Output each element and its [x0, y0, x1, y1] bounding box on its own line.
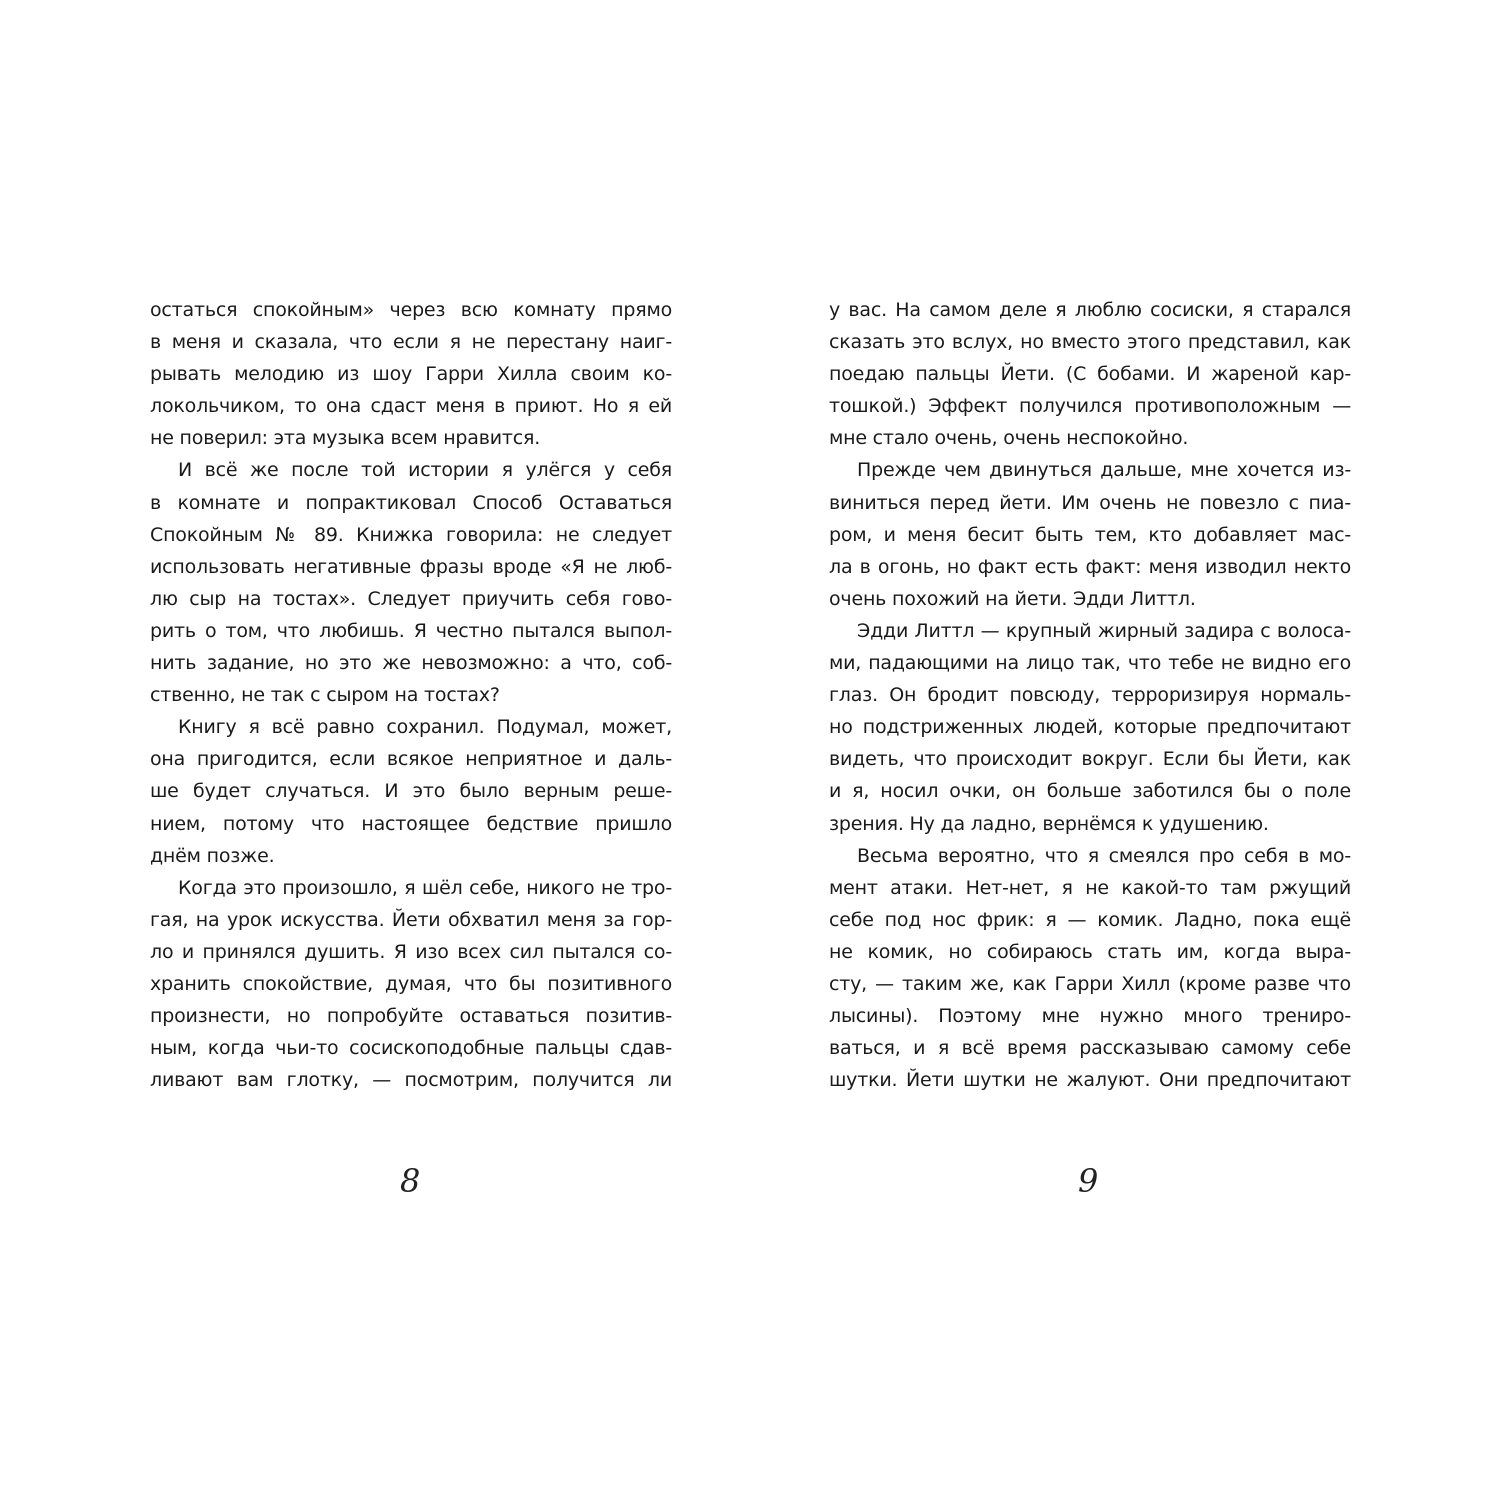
- text-line: мент атаки. Нет-нет, я не какой-то там ржущий: [829, 876, 1351, 899]
- text-line: И всё же после той истории я улёгся у себя: [178, 459, 672, 482]
- text-line: мне стало очень, очень неспокойно.: [829, 427, 1189, 450]
- text-line: ливают вам глотку, — посмотрим, получится ли: [150, 1069, 672, 1092]
- text-line: ла в огонь, но факт есть факт: меня изводил некто: [829, 555, 1351, 578]
- text-line: себе под нос фрик: я — комик. Ладно, пока ещё: [829, 908, 1351, 931]
- text-line: локольчиком, то она сдаст меня в приют. Но я ей: [150, 395, 672, 418]
- text-line: гая, на урок искусства. Йети обхватил меня за гор-: [150, 908, 672, 931]
- text-line: она пригодится, если всякое неприятное и даль-: [150, 748, 672, 771]
- text-line: использовать негативные фразы вроде «Я не люб-: [150, 555, 672, 578]
- text-line: ло и принялся душить. Я изо всех сил пытался со-: [150, 940, 672, 963]
- text-line: видеть, что происходит вокруг. Если бы Йети, как: [829, 748, 1351, 771]
- text-line: не комик, но собираюсь стать им, когда выра-: [829, 940, 1351, 963]
- text-line: очень похожий на йети. Эдди Литтл.: [829, 587, 1196, 610]
- text-line: лысины). Поэтому мне нужно много трениро-: [829, 1005, 1351, 1028]
- text-line: произнести, но попробуйте оставаться позитив-: [150, 1005, 672, 1028]
- text-line: ваться, и я всё время рассказываю самому себе: [829, 1037, 1351, 1060]
- text-line: Спокойным № 89. Книжка говорила: не следует: [150, 523, 672, 546]
- right-page-text: [829, 294, 1351, 1096]
- text-line: ми, падающими на лицо так, что тебе не видно его: [829, 652, 1351, 675]
- text-line: Книгу я всё равно сохранил. Подумал, может,: [178, 716, 672, 739]
- text-line: но подстриженных людей, которые предпочитают: [829, 716, 1351, 739]
- text-line: Прежде чем двинуться дальше, мне хочется из-: [857, 459, 1351, 482]
- page-number: 9: [1078, 1162, 1099, 1200]
- text-line: Когда это произошло, я шёл себе, никого не тро-: [178, 876, 672, 899]
- text-line: глаз. Он бродит повсюду, терроризируя нормаль-: [829, 684, 1351, 707]
- text-line: поедаю пальцы Йети. (С бобами. И жареной кар-: [829, 363, 1351, 386]
- text-line: у вас. На самом деле я люблю сосиски, я старался: [829, 299, 1351, 321]
- text-line: шутки. Йети шутки не жалуют. Они предпочитают: [829, 1069, 1351, 1092]
- text-line: остаться спокойным» через всю комнату прямо: [150, 299, 672, 321]
- text-line: хранить спокойствие, думая, что бы позитивного: [150, 972, 672, 995]
- text-line: ным, когда чьи-то сосископодобные пальцы сдав-: [150, 1037, 672, 1060]
- text-line: не поверил: эта музыка всем нравится.: [150, 427, 541, 450]
- text-line: ственно, не так с сыром на тостах?: [150, 684, 500, 707]
- text-line: зрения. Ну да ладно, вернёмся к удушению.: [829, 812, 1269, 835]
- text-line: днём позже.: [150, 844, 275, 867]
- text-line: нием, потому что настоящее бедствие пришло: [150, 812, 672, 835]
- text-line: сту, — таким же, как Гарри Хилл (кроме разве что: [829, 972, 1351, 995]
- text-line: сказать это вслух, но вместо этого представил, как: [829, 331, 1351, 354]
- text-line: ше будет случаться. И это было верным реше-: [150, 780, 672, 803]
- text-line: лю сыр на тостах». Следует приучить себя гово-: [150, 587, 672, 610]
- text-line: ром, и меня бесит быть тем, кто добавляет мас-: [829, 523, 1351, 546]
- text-line: в комнате и попрактиковал Способ Оставаться: [150, 491, 672, 514]
- text-line: Эдди Литтл — крупный жирный задира с волоса-: [857, 619, 1351, 642]
- text-line: тошкой.) Эффект получился противоположным —: [829, 395, 1351, 418]
- text-line: рить о том, что любишь. Я честно пытался выпол-: [150, 619, 672, 642]
- text-line: и я, носил очки, он больше заботился бы о поле: [829, 780, 1351, 803]
- text-line: в меня и сказала, что если я не перестану наиг-: [150, 331, 672, 354]
- text-line: нить задание, но это же невозможно: а что, соб-: [150, 652, 672, 675]
- page-number: 8: [400, 1162, 421, 1200]
- text-line: виниться перед йети. Им очень не повезло с пиа-: [829, 491, 1351, 514]
- left-page-text: [150, 294, 672, 1096]
- text-line: Весьма вероятно, что я смеялся про себя в мо-: [857, 844, 1351, 867]
- text-line: рывать мелодию из шоу Гарри Хилла своим ко-: [150, 363, 672, 386]
